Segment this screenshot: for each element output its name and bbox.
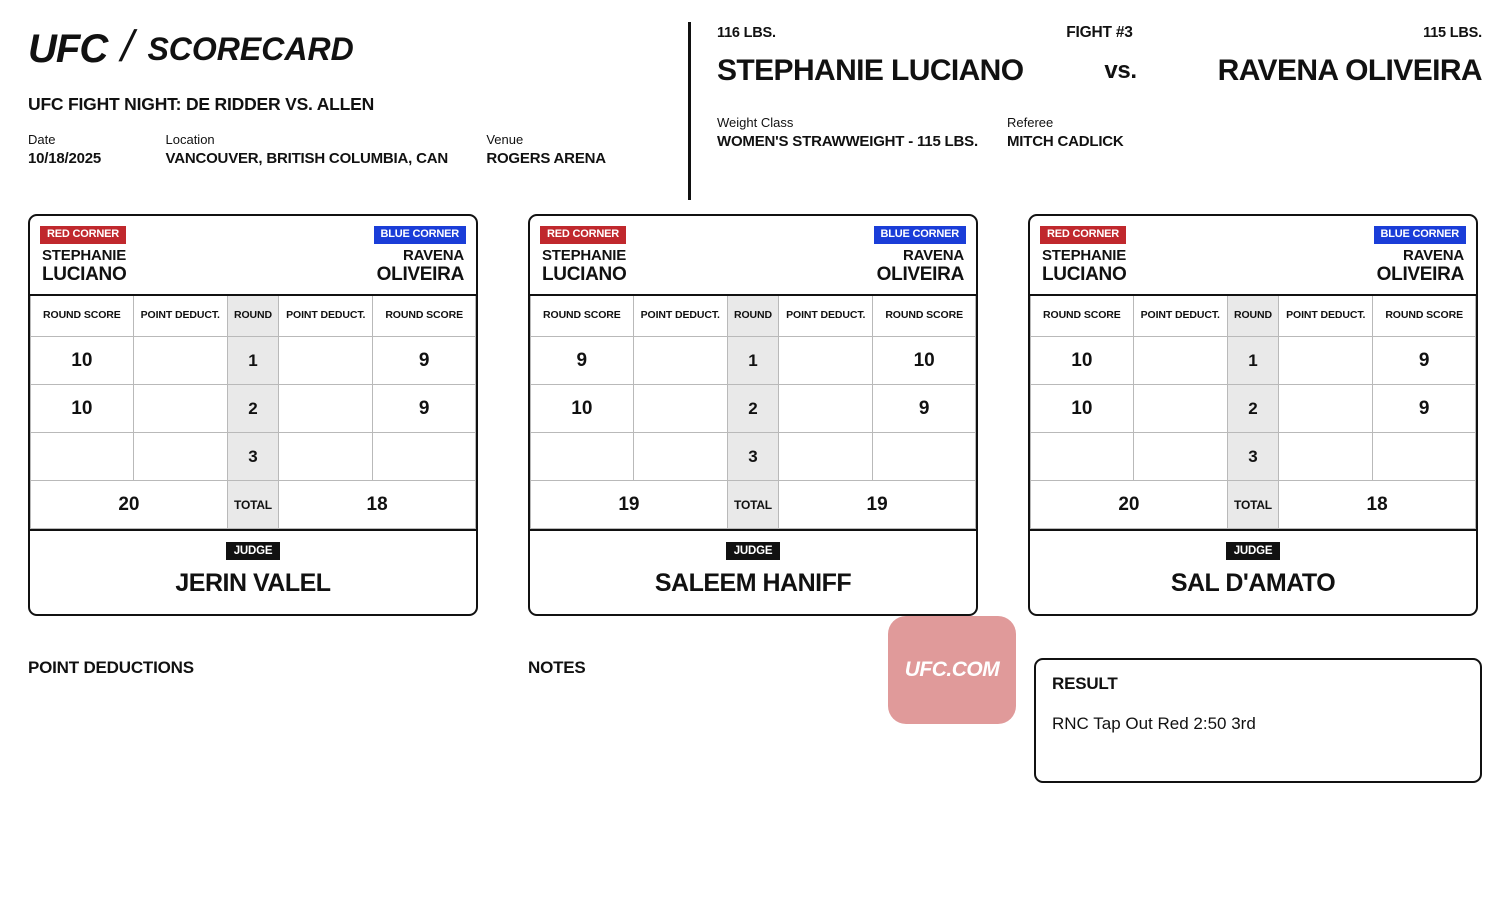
event-title: UFC FIGHT NIGHT: DE RIDDER VS. ALLEN [28, 94, 375, 114]
red-round-score[interactable]: 10 [1031, 337, 1134, 385]
table-row [1031, 433, 1476, 481]
blue-round-score[interactable]: 9 [373, 337, 476, 385]
round-number: 1 [727, 337, 778, 385]
blue-first-name: RAVENA [1402, 246, 1464, 264]
red-fighter-name: STEPHANIE LUCIANO [717, 54, 1024, 87]
blue-last-name: OLIVEIRA [1376, 264, 1464, 286]
red-corner-tag: RED CORNER [40, 226, 126, 244]
col-red-round-score: ROUND SCORE [531, 295, 634, 337]
blue-point-deduct[interactable] [279, 433, 373, 481]
referee [1007, 115, 1247, 150]
judge-name: JERIN VALEL [175, 569, 331, 598]
col-blue-point-deduct: POINT DEDUCT. [279, 295, 373, 337]
judge-area [30, 529, 476, 614]
round-number: 3 [1227, 433, 1278, 481]
weight-class [717, 115, 1007, 150]
red-point-deduct[interactable] [1133, 337, 1227, 385]
blue-round-score[interactable] [873, 433, 976, 481]
notes-label: NOTES [528, 658, 586, 678]
col-blue-round-score: ROUND SCORE [873, 295, 976, 337]
weight-class-value: WOMEN'S STRAWWEIGHT - 115 LBS. [717, 133, 978, 150]
judge-name: SAL D'AMATO [1170, 569, 1336, 598]
red-point-deduct[interactable] [1133, 433, 1227, 481]
col-round: ROUND [1227, 295, 1278, 337]
event-venue-label: Venue [486, 132, 524, 147]
blue-corner-tag: BLUE CORNER [374, 226, 466, 244]
red-round-score[interactable]: 10 [31, 337, 134, 385]
referee-value: MITCH CADLICK [1007, 133, 1124, 150]
weight-class-label: Weight Class [717, 115, 794, 130]
judge-label: JUDGE [726, 542, 781, 560]
blue-first-name: RAVENA [402, 246, 464, 264]
blue-point-deduct[interactable] [1279, 337, 1373, 385]
result-label: RESULT [1052, 674, 1118, 694]
red-last-name: LUCIANO [542, 264, 627, 286]
blue-point-deduct[interactable] [1279, 385, 1373, 433]
blue-round-score[interactable]: 9 [1373, 337, 1476, 385]
blue-last-name: OLIVEIRA [876, 264, 964, 286]
table-row [31, 385, 476, 433]
round-number: 1 [227, 337, 278, 385]
blue-round-score[interactable]: 9 [873, 385, 976, 433]
col-red-point-deduct: POINT DEDUCT. [1133, 295, 1227, 337]
col-red-point-deduct: POINT DEDUCT. [133, 295, 227, 337]
score-table [530, 294, 976, 530]
brand-lockup [28, 22, 688, 72]
red-point-deduct[interactable] [133, 433, 227, 481]
blue-total: 18 [1279, 481, 1476, 529]
red-first-name: STEPHANIE [1042, 246, 1127, 264]
total-row [1031, 481, 1476, 529]
bottom-section [0, 658, 1510, 783]
event-date [28, 132, 166, 167]
table-row [531, 385, 976, 433]
total-row [31, 481, 476, 529]
score-table [30, 294, 476, 530]
logo-divider-slash: / [116, 22, 140, 71]
versus-label: vs. [1104, 57, 1137, 84]
notes-section [528, 658, 888, 678]
col-blue-point-deduct: POINT DEDUCT. [1279, 295, 1373, 337]
red-point-deduct[interactable] [133, 385, 227, 433]
ufc-com-badge-label: UFC.COM [904, 658, 1000, 682]
red-round-score[interactable]: 10 [1031, 385, 1134, 433]
corner-names-row [30, 244, 476, 294]
score-table-header [1031, 295, 1476, 337]
round-number: 2 [727, 385, 778, 433]
col-round: ROUND [227, 295, 278, 337]
judge-area [530, 529, 976, 614]
judge-label: JUDGE [1226, 542, 1281, 560]
corner-tags-row [30, 216, 476, 244]
red-round-score[interactable] [31, 433, 134, 481]
red-point-deduct[interactable] [1133, 385, 1227, 433]
event-location-value: VANCOUVER, BRITISH COLUMBIA, CAN [165, 150, 448, 167]
judge-area [1030, 529, 1476, 614]
blue-point-deduct[interactable] [279, 385, 373, 433]
round-number: 1 [1227, 337, 1278, 385]
scorecards-container [0, 214, 1510, 616]
red-point-deduct[interactable] [133, 337, 227, 385]
col-blue-round-score: ROUND SCORE [1373, 295, 1476, 337]
header-vertical-divider [688, 22, 691, 200]
round-number: 3 [227, 433, 278, 481]
total-label: TOTAL [1227, 481, 1278, 529]
red-corner-tag: RED CORNER [540, 226, 626, 244]
blue-total: 19 [779, 481, 976, 529]
total-row [531, 481, 976, 529]
round-number: 3 [727, 433, 778, 481]
table-row [31, 337, 476, 385]
blue-last-name: OLIVEIRA [376, 264, 464, 286]
red-round-score[interactable] [1031, 433, 1134, 481]
score-table-header [531, 295, 976, 337]
red-point-deduct[interactable] [633, 385, 727, 433]
col-blue-round-score: ROUND SCORE [373, 295, 476, 337]
round-number: 2 [1227, 385, 1278, 433]
red-corner-name [42, 248, 126, 286]
result-value: RNC Tap Out Red 2:50 3rd [1052, 714, 1256, 734]
blue-total: 18 [279, 481, 476, 529]
blue-point-deduct[interactable] [779, 337, 873, 385]
corner-tags-row [530, 216, 976, 244]
table-row [1031, 337, 1476, 385]
event-location-label: Location [165, 132, 215, 147]
event-meta-row [28, 132, 688, 167]
red-corner-name [1042, 248, 1126, 286]
blue-first-name: RAVENA [902, 246, 964, 264]
blue-round-score[interactable]: 10 [873, 337, 976, 385]
table-row [531, 433, 976, 481]
red-point-deduct[interactable] [633, 433, 727, 481]
red-point-deduct[interactable] [633, 337, 727, 385]
col-red-round-score: ROUND SCORE [31, 295, 134, 337]
point-deductions-section [28, 658, 528, 678]
ufc-com-badge [888, 616, 1016, 724]
corner-names-row [1030, 244, 1476, 294]
judge-name: SALEEM HANIFF [654, 569, 852, 598]
event-venue-value: ROGERS ARENA [486, 150, 606, 167]
table-row [31, 433, 476, 481]
event-date-value: 10/18/2025 [28, 150, 102, 167]
red-last-name: LUCIANO [1042, 264, 1127, 286]
red-corner-tag: RED CORNER [1040, 226, 1126, 244]
col-red-point-deduct: POINT DEDUCT. [633, 295, 727, 337]
round-number: 2 [227, 385, 278, 433]
red-first-name: STEPHANIE [542, 246, 627, 264]
blue-corner-tag: BLUE CORNER [874, 226, 966, 244]
scorecard-judge-1 [28, 214, 478, 616]
event-venue [486, 132, 688, 167]
table-row [1031, 385, 1476, 433]
event-location [166, 132, 487, 167]
blue-weight: 115 LBS. [1423, 25, 1482, 41]
header-left [28, 18, 688, 210]
table-row [531, 337, 976, 385]
red-total: 19 [531, 481, 728, 529]
score-table-header [31, 295, 476, 337]
fight-number: FIGHT #3 [1066, 24, 1133, 41]
corner-names-row [530, 244, 976, 294]
red-round-score[interactable]: 10 [531, 385, 634, 433]
blue-corner-tag: BLUE CORNER [1374, 226, 1466, 244]
blue-round-score[interactable] [373, 433, 476, 481]
total-label: TOTAL [227, 481, 278, 529]
blue-corner-name [877, 248, 964, 286]
result-box [1034, 658, 1482, 783]
red-round-score[interactable]: 10 [31, 385, 134, 433]
red-round-score[interactable] [531, 433, 634, 481]
blue-round-score[interactable]: 9 [1373, 385, 1476, 433]
blue-corner-name [1377, 248, 1464, 286]
red-total: 20 [31, 481, 228, 529]
scorecard-judge-3 [1028, 214, 1478, 616]
red-last-name: LUCIANO [42, 264, 127, 286]
event-date-label: Date [28, 132, 56, 147]
scorecard-judge-2 [528, 214, 978, 616]
col-blue-point-deduct: POINT DEDUCT. [779, 295, 873, 337]
col-red-round-score: ROUND SCORE [1031, 295, 1134, 337]
fighters-row [717, 54, 1482, 88]
red-first-name: STEPHANIE [42, 246, 127, 264]
page-header [0, 0, 1510, 210]
total-label: TOTAL [727, 481, 778, 529]
fight-meta-row [717, 115, 1482, 150]
red-weight: 116 LBS. [717, 25, 776, 41]
blue-point-deduct[interactable] [279, 337, 373, 385]
blue-round-score[interactable] [1373, 433, 1476, 481]
blue-fighter-name: RAVENA OLIVEIRA [1217, 54, 1482, 87]
red-corner-name [542, 248, 626, 286]
blue-round-score[interactable]: 9 [373, 385, 476, 433]
score-table [1030, 294, 1476, 530]
fight-top-row [717, 24, 1482, 42]
judge-label: JUDGE [226, 542, 281, 560]
point-deductions-label: POINT DEDUCTIONS [28, 658, 194, 678]
header-right [717, 18, 1482, 210]
col-round: ROUND [727, 295, 778, 337]
blue-corner-name [377, 248, 464, 286]
blue-point-deduct[interactable] [779, 385, 873, 433]
corner-tags-row [1030, 216, 1476, 244]
red-total: 20 [1031, 481, 1228, 529]
referee-label: Referee [1007, 115, 1054, 130]
blue-point-deduct[interactable] [1279, 433, 1373, 481]
red-round-score[interactable]: 9 [531, 337, 634, 385]
scorecard-title: SCORECARD [147, 30, 354, 67]
ufc-logo: UFC [28, 26, 108, 71]
blue-point-deduct[interactable] [779, 433, 873, 481]
